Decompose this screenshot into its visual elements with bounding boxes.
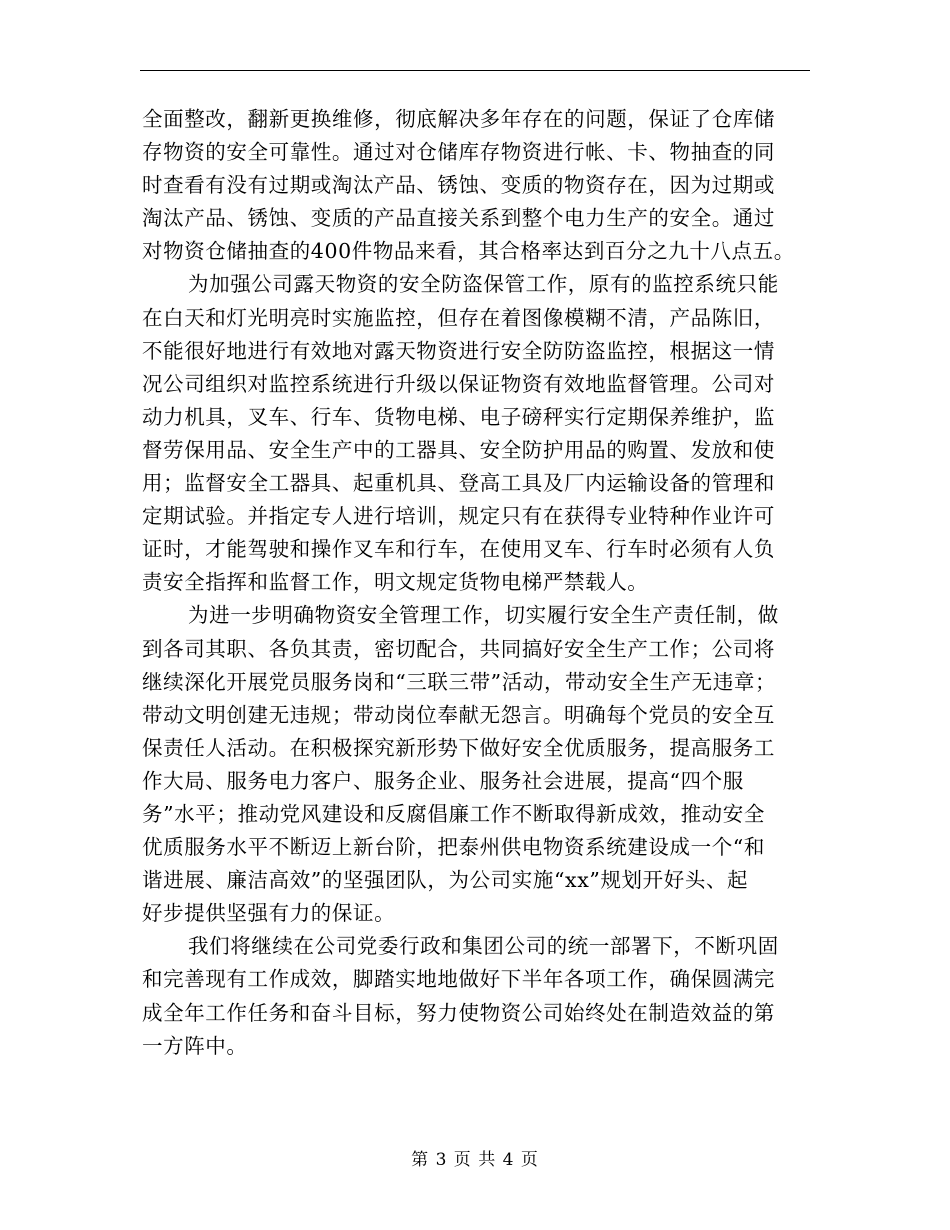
text-line: 为进一步明确物资安全管理工作，切实履行安全生产责任制，做 [188, 603, 779, 628]
text-line: 淘汰产品、锈蚀、变质的产品直接关系到整个电力生产的安全。通过 [142, 206, 775, 231]
page-number: 第 3 页 共 4 页 [411, 1150, 539, 1170]
text-line: 证时，才能驾驶和操作叉车和行车，在使用叉车、行车时必须有人负 [142, 537, 775, 562]
text-line: 和完善现有工作成效，脚踏实地地做好下半年各项工作，确保圆满完 [142, 967, 775, 992]
text-line: 带动文明创建无违规；带动岗位奉献无怨言。明确每个党员的安全互 [142, 702, 775, 727]
text-line: 保责任人活动。在积极探究新形势下做好安全优质服务，提高服务工 [142, 735, 775, 760]
text-line: 成全年工作任务和奋斗目标，努力使物资公司始终处在制造效益的第 [142, 1000, 775, 1025]
text-line: 定期试验。并指定专人进行培训，规定只有在获得专业特种作业许可 [142, 504, 775, 529]
text-line: 动力机具，叉车、行车、货物电梯、电子磅秤实行定期保养维护，监 [142, 404, 775, 429]
text-line: 一方阵中。 [142, 1033, 248, 1058]
header-rule [140, 70, 810, 71]
text-line: 谐进展、廉洁高效”的坚强团队，为公司实施“xx”规划开好头、起 [142, 868, 749, 893]
text-line: 作大局、服务电力客户、服务企业、服务社会进展，提高“四个服 [142, 768, 744, 793]
text-line: 务”水平；推动党风建设和反腐倡廉工作不断取得新成效，推动安全 [142, 801, 765, 826]
body-text [142, 103, 810, 1063]
text-line: 好步提供坚强有力的保证。 [142, 901, 396, 926]
text-line: 优质服务水平不断迈上新台阶，把泰州供电物资系统建设成一个“和 [142, 835, 765, 860]
text-line: 对物资仓储抽查的400件物品来看，其合格率达到百分之九十八点五。 [142, 239, 795, 264]
text-line: 不能很好地进行有效地对露天物资进行安全防防盗监控，根据这一情 [142, 338, 775, 363]
text-line: 时查看有没有过期或淘汰产品、锈蚀、变质的物资存在，因为过期或 [142, 173, 775, 198]
text-line: 全面整改，翻新更换维修，彻底解决多年存在的问题，保证了仓库储 [142, 107, 775, 131]
text-line: 况公司组织对监控系统进行升级以保证物资有效地监督管理。公司对 [142, 371, 775, 396]
text-line: 到各司其职、各负其责，密切配合，共同搞好安全生产工作；公司将 [142, 636, 775, 661]
text-line: 用；监督安全工器具、起重机具、登高工具及厂内运输设备的管理和 [142, 471, 775, 496]
text-line: 责安全指挥和监督工作，明文规定货物电梯严禁载人。 [142, 570, 649, 595]
text-line: 督劳保用品、安全生产中的工器具、安全防护用品的购置、发放和使 [142, 437, 775, 462]
text-line: 存物资的安全可靠性。通过对仓储库存物资进行帐、卡、物抽查的同 [142, 140, 775, 165]
text-line: 在白天和灯光明亮时实施监控，但存在着图像模糊不清，产品陈旧， [142, 305, 775, 330]
text-line: 为加强公司露天物资的安全防盗保管工作，原有的监控系统只能 [188, 272, 779, 297]
text-line: 继续深化开展党员服务岗和“三联三带”活动，带动安全生产无违章； [142, 669, 777, 694]
text-line: 我们将继续在公司党委行政和集团公司的统一部署下，不断巩固 [188, 934, 779, 959]
